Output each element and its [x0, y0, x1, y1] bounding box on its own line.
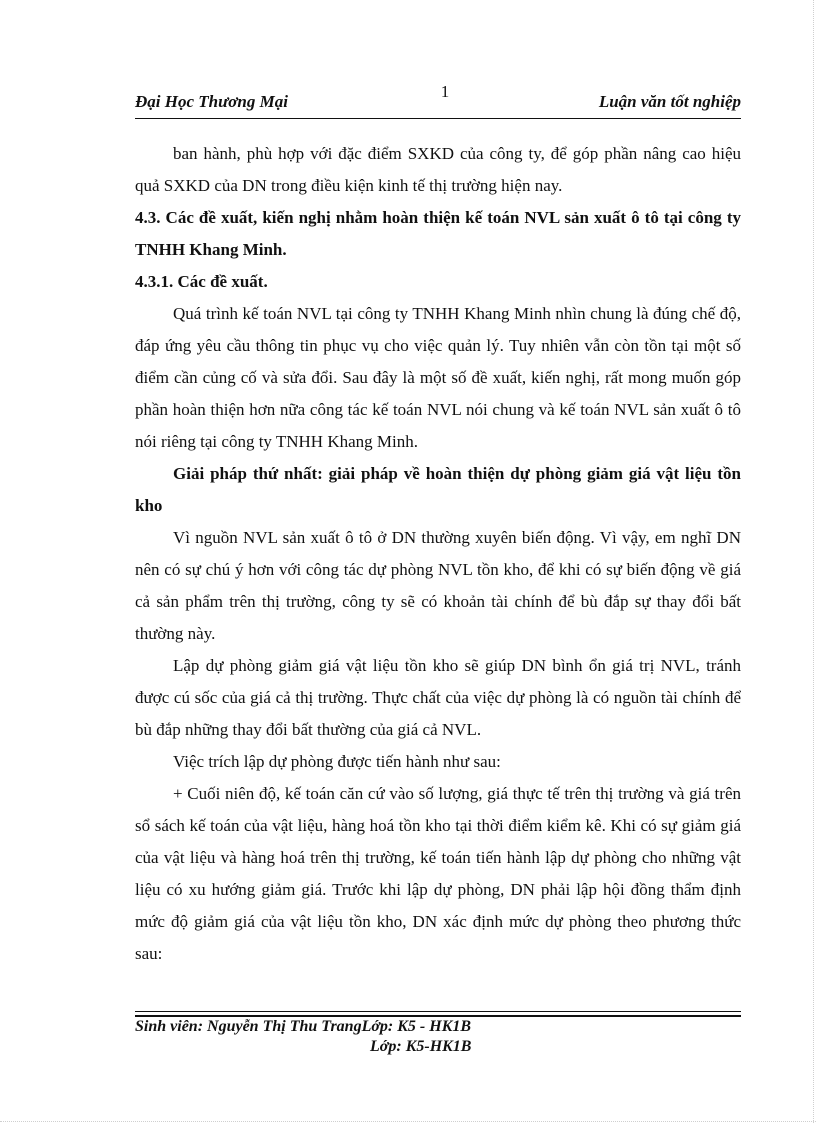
paragraph-reason: Vì nguồn NVL sản xuất ô tô ở DN thường xuyên biến động. Vì vậy, em nghĩ DN nên có sự chú ý hơn với công tác dự phòng NVL tồn kho, để khi có sự biến động về giá cả sản phẩm trên thị trường, công ty sẽ có khoản tài chính để bù đắp sự thay đổi bất thường này.: [135, 528, 741, 643]
header-rule: [135, 118, 741, 119]
page-footer: [135, 1017, 741, 1057]
footer-rule-thin: [135, 1011, 741, 1012]
document-body: [135, 138, 741, 970]
solution-heading: Giải pháp thứ nhất: giải pháp về hoàn thiện dự phòng giảm giá vật liệu tồn kho: [135, 464, 741, 515]
paragraph-intro: ban hành, phù hợp với đặc điểm SXKD của công ty, để góp phần nâng cao hiệu quả SXKD của DN trong điều kiện kinh tế thị trường hiện nay.: [135, 144, 741, 195]
header-thesis-title: Luận văn tốt nghiệp: [598, 92, 741, 111]
paragraph-benefit: Lập dự phòng giảm giá vật liệu tồn kho sẽ giúp DN bình ổn giá trị NVL, tránh được cú sốc của giá cả thị trường. Thực chất của việc dự phòng là có nguồn tài chính để bù đắp những thay đổi bất thường của giá cả NVL.: [135, 656, 741, 739]
page-border-bottom: [0, 1121, 816, 1122]
page-number: 1: [440, 82, 450, 101]
footer-student: Sinh viên: Nguyễn Thị Thu TrangLớp: K5 - HK1B: [135, 1018, 472, 1035]
header-university: Đại Học Thương Mại: [135, 92, 288, 111]
page-header: [135, 92, 741, 116]
paragraph-overview: Quá trình kế toán NVL tại công ty TNHH Khang Minh nhìn chung là đúng chế độ, đáp ứng yêu cầu thông tin phục vụ cho việc quản lý. Tuy nhiên vẫn còn tồn tại một số điểm cần củng cố và sửa đổi. Sau đây là một số đề xuất, kiến nghị, rất mong muốn góp phần hoàn thiện hơn nữa công tác kế toán NVL nói chung và kế toán NVL sản xuất ô tô nói riêng tại công ty TNHH Khang Minh.: [135, 304, 741, 451]
subsection-heading: 4.3.1. Các đề xuất.: [135, 272, 268, 291]
paragraph-procedure-step: + Cuối niên độ, kế toán căn cứ vào số lượng, giá thực tế trên thị trường và giá trên sổ sách kế toán của vật liệu, hàng hoá tồn kho tại thời điểm kiểm kê. Khi có sự giảm giá của vật liệu và hàng hoá trên thị trường, kế toán tiến hành lập dự phòng cho những vật liệu có xu hướng giảm giá. Trước khi lập dự phòng, DN phải lập hội đồng thẩm định mức độ giảm giá của vật liệu tồn kho, DN xác định mức dự phòng theo phương thức sau:: [135, 784, 741, 963]
page-border-right: [813, 0, 814, 1123]
footer-class: Lớp: K5-HK1B: [370, 1038, 472, 1055]
paragraph-procedure-intro: Việc trích lập dự phòng được tiến hành như sau:: [173, 752, 501, 771]
section-heading: 4.3. Các đề xuất, kiến nghị nhằm hoàn thiện kế toán NVL sản xuất ô tô tại công ty TNHH Khang Minh.: [135, 208, 741, 259]
